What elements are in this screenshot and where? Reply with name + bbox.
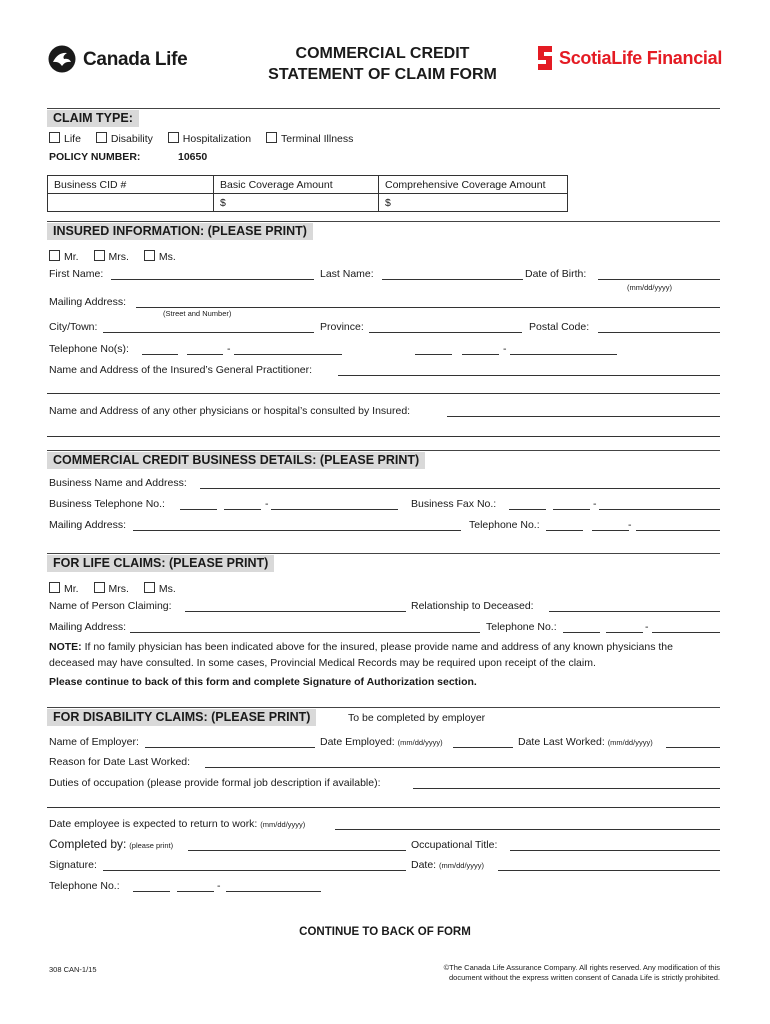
business-fax-dash: - xyxy=(593,498,597,510)
business-tel-prefix[interactable] xyxy=(224,509,261,510)
insured-rule xyxy=(47,221,720,222)
first-name-label: First Name: xyxy=(49,268,104,280)
date-employed-text: Date Employed: xyxy=(320,736,395,748)
completed-by-text: Completed by: xyxy=(49,837,127,851)
date-employed-field[interactable] xyxy=(453,747,513,748)
business-fax-label: Business Fax No.: xyxy=(411,498,497,510)
business-fax-number[interactable] xyxy=(599,509,720,510)
duties-label: Duties of occupation (please provide formal job description if available): xyxy=(49,777,381,789)
completed-by-field[interactable] xyxy=(188,850,406,851)
business-heading: COMMERCIAL CREDIT BUSINESS DETAILS: (PLEASE PRINT) xyxy=(47,452,425,469)
policy-number-value: 10650 xyxy=(178,151,208,163)
date-last-worked-label xyxy=(518,736,653,748)
continue-to-back: CONTINUE TO BACK OF FORM xyxy=(299,926,471,938)
life-note xyxy=(49,641,673,653)
other-physicians-field[interactable] xyxy=(447,416,720,417)
title-mr-label: Mr. xyxy=(64,251,79,263)
street-hint: (Street and Number) xyxy=(163,309,232,318)
gp-label: Name and Address of the Insured’s General Practitioner: xyxy=(49,364,313,376)
date-label xyxy=(411,859,484,871)
date-last-worked-text: Date Last Worked: xyxy=(518,736,605,748)
disability-tel-dash: - xyxy=(217,880,221,892)
city-field[interactable] xyxy=(103,332,314,333)
occupation-label: Occupational Title: xyxy=(411,839,498,851)
checkbox-hospitalization[interactable] xyxy=(168,132,179,143)
relationship-label: Relationship to Deceased: xyxy=(411,600,534,612)
form-title-line2: STATEMENT OF CLAIM FORM xyxy=(268,66,497,83)
postal-field[interactable] xyxy=(598,332,720,333)
gp-field-2[interactable] xyxy=(47,393,720,394)
canada-life-wordmark: Canada Life xyxy=(83,49,188,70)
checkbox-mr[interactable] xyxy=(49,250,60,261)
insured-telephone-label: Telephone No(s): xyxy=(49,343,129,355)
scotialife-wordmark: ScotiaLife Financial xyxy=(559,48,723,68)
life-title-options xyxy=(49,582,176,595)
business-tel2-prefix[interactable] xyxy=(592,530,629,531)
coverage-table xyxy=(47,175,568,212)
tel1-dash: - xyxy=(227,343,231,355)
life-title-ms-label: Ms. xyxy=(158,583,176,595)
disability-tel-prefix[interactable] xyxy=(177,891,214,892)
coverage-cell-basic[interactable]: $ xyxy=(214,194,379,212)
life-title-mr-label: Mr. xyxy=(64,583,79,595)
coverage-header-cid: Business CID # xyxy=(48,176,214,194)
checkbox-life[interactable] xyxy=(49,132,60,143)
business-mailing-label: Mailing Address: xyxy=(49,519,127,531)
duties-field[interactable] xyxy=(413,788,720,789)
coverage-cell-comprehensive[interactable]: $ xyxy=(379,194,568,212)
business-name-label: Business Name and Address: xyxy=(49,477,187,489)
coverage-header-comprehensive: Comprehensive Coverage Amount xyxy=(379,176,568,194)
employer-label: Name of Employer: xyxy=(49,736,139,748)
other-physicians-field-2[interactable] xyxy=(47,436,720,437)
employer-field[interactable] xyxy=(145,747,315,748)
checkbox-ms[interactable] xyxy=(144,250,155,261)
first-name-field[interactable] xyxy=(111,279,314,280)
postal-label: Postal Code: xyxy=(529,321,590,333)
date-last-worked-format: (mm/dd/yyyy) xyxy=(607,738,653,747)
completed-by-label xyxy=(49,837,173,851)
note-text-1: If no family physician has been indicated above for the insured, please provide name and address of any known physicians the xyxy=(84,641,673,653)
date-text: Date: xyxy=(411,859,437,871)
last-name-label: Last Name: xyxy=(320,268,374,280)
checkbox-disability[interactable] xyxy=(96,132,107,143)
tel1-prefix[interactable] xyxy=(187,354,223,355)
return-field[interactable] xyxy=(335,829,720,830)
form-code: 308 CAN-1/15 xyxy=(49,965,97,974)
option-hospitalization-label: Hospitalization xyxy=(182,133,252,145)
copyright-line2: document without the express written consent of Canada Life is strictly prohibited. xyxy=(449,973,720,982)
note-label: NOTE: xyxy=(49,641,82,653)
date-format: (mm/dd/yyyy) xyxy=(439,861,485,870)
life-heading: FOR LIFE CLAIMS: (PLEASE PRINT) xyxy=(47,555,274,572)
dob-format-hint: (mm/dd/yyyy) xyxy=(627,283,672,292)
occupation-field[interactable] xyxy=(510,850,720,851)
return-label xyxy=(49,818,305,830)
policy-number-label: POLICY NUMBER: xyxy=(49,151,141,163)
coverage-cell-cid[interactable] xyxy=(48,194,214,212)
tel2-dash: - xyxy=(503,343,507,355)
copyright-line1: ©The Canada Life Assurance Company. All rights reserved. Any modification of this xyxy=(443,963,720,972)
title-ms-label: Ms. xyxy=(158,251,176,263)
other-physicians-label: Name and Address of any other physicians or hospital’s consulted by Insured: xyxy=(49,405,411,417)
canada-life-emblem-icon xyxy=(47,44,77,74)
life-checkbox-mrs[interactable] xyxy=(94,582,105,593)
employer-note: To be completed by employer xyxy=(348,712,486,724)
relationship-field[interactable] xyxy=(549,611,720,612)
business-tel2-dash: - xyxy=(628,519,632,531)
tel2-prefix[interactable] xyxy=(462,354,499,355)
title-mrs-label: Mrs. xyxy=(108,251,129,263)
insured-heading: INSURED INFORMATION: (PLEASE PRINT) xyxy=(47,223,313,240)
business-rule xyxy=(47,450,720,451)
life-checkbox-mr[interactable] xyxy=(49,582,60,593)
disability-telephone-label: Telephone No.: xyxy=(49,880,120,892)
business-tel-number[interactable] xyxy=(271,509,398,510)
dob-label: Date of Birth: xyxy=(525,268,587,280)
last-name-field[interactable] xyxy=(382,279,523,280)
tel1-number[interactable] xyxy=(234,354,342,355)
date-field[interactable] xyxy=(498,870,720,871)
insured-mailing-field[interactable] xyxy=(136,307,720,308)
signature-field[interactable] xyxy=(103,870,406,871)
life-telephone-label: Telephone No.: xyxy=(486,621,557,633)
reason-field[interactable] xyxy=(205,767,720,768)
business-tel2-area[interactable] xyxy=(546,530,583,531)
date-employed-format: (mm/dd/yyyy) xyxy=(397,738,443,747)
claimant-label: Name of Person Claiming: xyxy=(49,600,172,612)
form-title-line1: COMMERCIAL CREDIT xyxy=(295,45,470,62)
option-disability-label: Disability xyxy=(110,133,153,145)
disability-tel-number[interactable] xyxy=(226,891,321,892)
life-mailing-label: Mailing Address: xyxy=(49,621,127,633)
business-name-field[interactable] xyxy=(200,488,720,489)
duties-field-2[interactable] xyxy=(47,807,720,808)
gp-field[interactable] xyxy=(338,375,720,376)
business-telephone-label: Business Telephone No.: xyxy=(49,498,165,510)
business-fax-prefix[interactable] xyxy=(553,509,590,510)
return-format: (mm/dd/yyyy) xyxy=(260,820,306,829)
dob-field[interactable] xyxy=(598,279,720,280)
disability-heading: FOR DISABILITY CLAIMS: (PLEASE PRINT) xyxy=(47,709,316,726)
business-tel2-number[interactable] xyxy=(636,530,720,531)
disability-rule xyxy=(47,707,720,708)
business-fax-area[interactable] xyxy=(509,509,546,510)
tel2-number[interactable] xyxy=(510,354,617,355)
insured-title-options xyxy=(49,250,176,263)
life-checkbox-ms[interactable] xyxy=(144,582,155,593)
date-last-worked-field[interactable] xyxy=(666,747,720,748)
completed-by-hint: (please print) xyxy=(129,841,174,850)
business-tel-dash: - xyxy=(265,498,269,510)
header-rule xyxy=(47,108,720,109)
life-tel-prefix[interactable] xyxy=(606,632,643,633)
signature-label: Signature: xyxy=(49,859,97,871)
life-rule xyxy=(47,553,720,554)
reason-label: Reason for Date Last Worked: xyxy=(49,756,191,768)
life-tel-dash: - xyxy=(645,621,649,633)
business-tel-area[interactable] xyxy=(180,509,217,510)
life-tel-area[interactable] xyxy=(563,632,600,633)
checkbox-mrs[interactable] xyxy=(94,250,105,261)
city-label: City/Town: xyxy=(49,321,98,333)
insured-mailing-label: Mailing Address: xyxy=(49,296,127,308)
life-title-mrs-label: Mrs. xyxy=(108,583,129,595)
option-life-label: Life xyxy=(64,133,81,145)
province-field[interactable] xyxy=(369,332,522,333)
continue-back-note: Please continue to back of this form and complete Signature of Authorization section. xyxy=(49,676,477,688)
business-tel2-label: Telephone No.: xyxy=(469,519,540,531)
note-text-2: deceased may have consulted. In some cases, Provincial Medical Records may be required upon receipt of the claim. xyxy=(49,657,596,669)
life-tel-number[interactable] xyxy=(652,632,720,633)
option-terminal-illness-label: Terminal Illness xyxy=(281,133,354,145)
claim-type-options xyxy=(49,132,353,145)
tel1-area[interactable] xyxy=(142,354,178,355)
coverage-header-basic: Basic Coverage Amount xyxy=(214,176,379,194)
claim-type-heading: CLAIM TYPE: xyxy=(47,110,139,127)
checkbox-terminal-illness[interactable] xyxy=(266,132,277,143)
life-mailing-field[interactable] xyxy=(130,632,480,633)
scotia-flag-icon xyxy=(535,44,555,72)
date-employed-label xyxy=(320,736,443,748)
business-mailing-field[interactable] xyxy=(133,530,461,531)
claimant-field[interactable] xyxy=(185,611,406,612)
return-text: Date employee is expected to return to work: xyxy=(49,818,258,830)
disability-tel-area[interactable] xyxy=(133,891,170,892)
province-label: Province: xyxy=(320,321,364,333)
tel2-area[interactable] xyxy=(415,354,452,355)
